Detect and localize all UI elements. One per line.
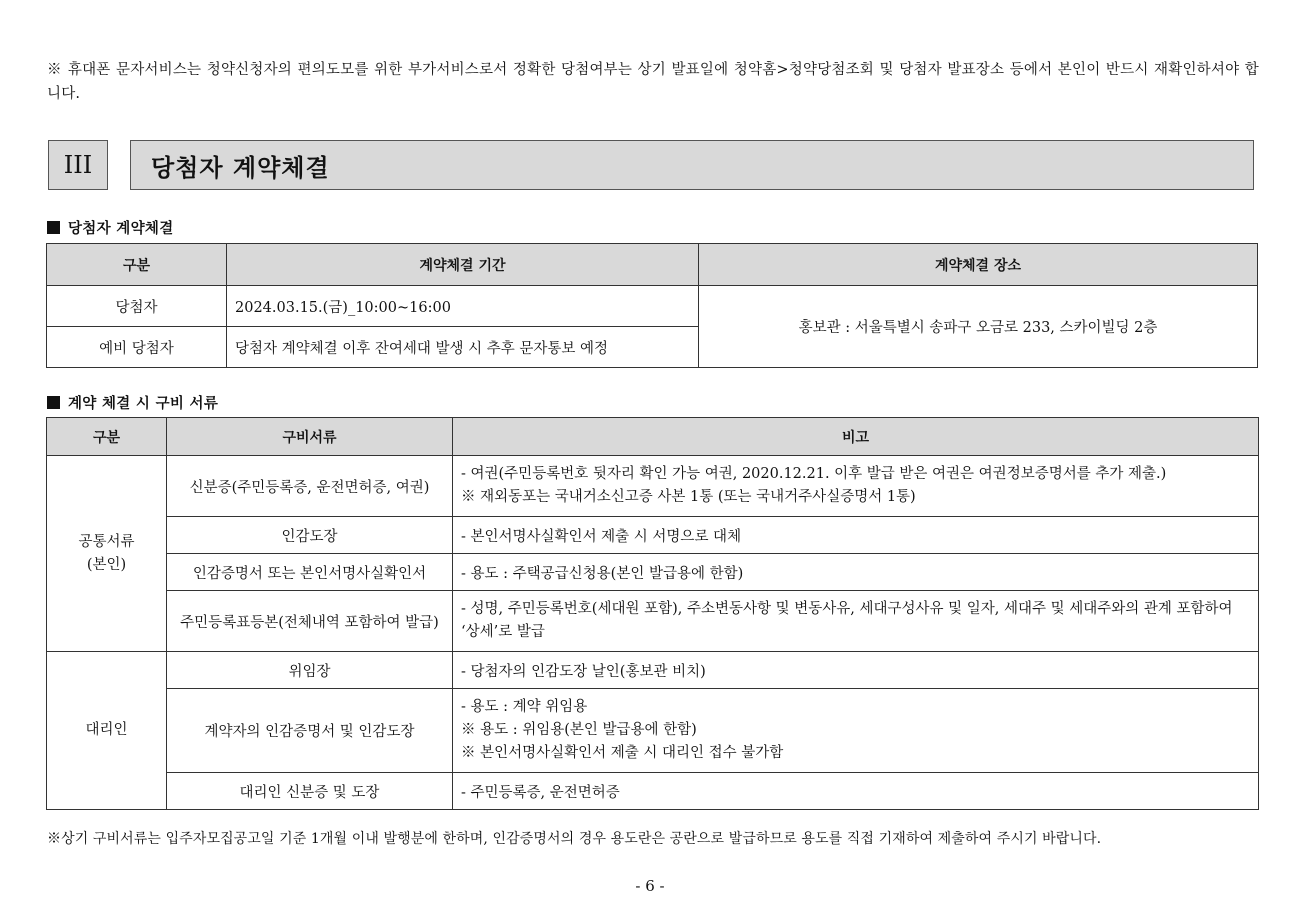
contract-type-cell: 당첨자 [47, 286, 227, 327]
table-row [47, 456, 1259, 517]
documents-header-type: 구분 [47, 418, 167, 456]
page-number: - 6 - [635, 877, 665, 895]
table-row [47, 689, 1259, 773]
table-row [47, 591, 1259, 652]
doc-cell: 위임장 [167, 652, 453, 689]
notes-cell: - 성명, 주민등록번호(세대원 포함), 주소변동사항 및 변동사유, 세대구성사유 및 일자, 세대주 및 세대주와의 관계 포함하여 ‘상세’로 발급 [453, 591, 1259, 652]
documents-header-notes: 비고 [453, 418, 1259, 456]
table-row [47, 517, 1259, 554]
documents-header-doc: 구비서류 [167, 418, 453, 456]
contract-heading [47, 217, 174, 238]
documents-heading [47, 392, 218, 413]
contract-table [46, 243, 1258, 368]
sms-notice: ※ 휴대폰 문자서비스는 청약신청자의 편의도모를 위한 부가서비스로서 정확한 당첨여부는 상기 발표일에 청약홈>청약당첨조회 및 당첨자 발표장소 등에서 본인이 반드시 재확인하셔야 합니다. [47, 62, 1259, 102]
square-bullet-icon [47, 221, 60, 234]
contract-type-cell: 예비 당첨자 [47, 327, 227, 368]
contract-header-type: 구분 [47, 244, 227, 286]
notes-cell: - 주민등록증, 운전면허증 [453, 773, 1259, 810]
notes-cell: - 당첨자의 인감도장 날인(홍보관 비치) [453, 652, 1259, 689]
notes-cell: - 여권(주민등록번호 뒷자리 확인 가능 여권, 2020.12.21. 이후 발급 받은 여권은 여권정보증명서를 추가 제출.) ※ 재외동포는 국내거소신고증 사본 1통 (또는 국내거주사실증명서 1통) [453, 456, 1259, 517]
category-common: 공통서류 (본인) [47, 456, 167, 652]
doc-cell: 신분증(주민등록증, 운전면허증, 여권) [167, 456, 453, 517]
table-row [47, 286, 1258, 327]
square-bullet-icon [47, 396, 60, 409]
contract-header-period: 계약체결 기간 [227, 244, 699, 286]
contract-place-cell: 홍보관 : 서울특별시 송파구 오금로 233, 스카이빌딩 2층 [699, 286, 1258, 368]
doc-cell: 인감증명서 또는 본인서명사실확인서 [167, 554, 453, 591]
table-row [47, 554, 1259, 591]
table-row [47, 773, 1259, 810]
doc-cell: 계약자의 인감증명서 및 인감도장 [167, 689, 453, 773]
notes-cell: - 본인서명사실확인서 제출 시 서명으로 대체 [453, 517, 1259, 554]
documents-heading-text: 계약 체결 시 구비 서류 [68, 396, 219, 412]
doc-cell: 대리인 신분증 및 도장 [167, 773, 453, 810]
documents-table [46, 417, 1259, 810]
contract-header-place: 계약체결 장소 [699, 244, 1258, 286]
contract-heading-text: 당첨자 계약체결 [68, 221, 174, 237]
table-row [47, 652, 1259, 689]
notes-cell: - 용도 : 계약 위임용 ※ 용도 : 위임용(본인 발급용에 한함) ※ 본인서명사실확인서 제출 시 대리인 접수 불가함 [453, 689, 1259, 773]
doc-cell: 주민등록표등본(전체내역 포함하여 발급) [167, 591, 453, 652]
section-number: III [48, 140, 108, 190]
section-title: 당첨자 계약체결 [130, 140, 1254, 190]
contract-period-cell: 2024.03.15.(금)_10:00~16:00 [227, 286, 699, 327]
contract-period-cell: 당첨자 계약체결 이후 잔여세대 발생 시 추후 문자통보 예정 [227, 327, 699, 368]
footnote: ※상기 구비서류는 입주자모집공고일 기준 1개월 이내 발행분에 한하며, 인감증명서의 경우 용도란은 공란으로 발급하므로 용도를 직접 기재하여 제출하여 주시기 바랍니다. [47, 831, 1102, 847]
doc-cell: 인감도장 [167, 517, 453, 554]
notes-cell: - 용도 : 주택공급신청용(본인 발급용에 한함) [453, 554, 1259, 591]
category-proxy: 대리인 [47, 652, 167, 810]
